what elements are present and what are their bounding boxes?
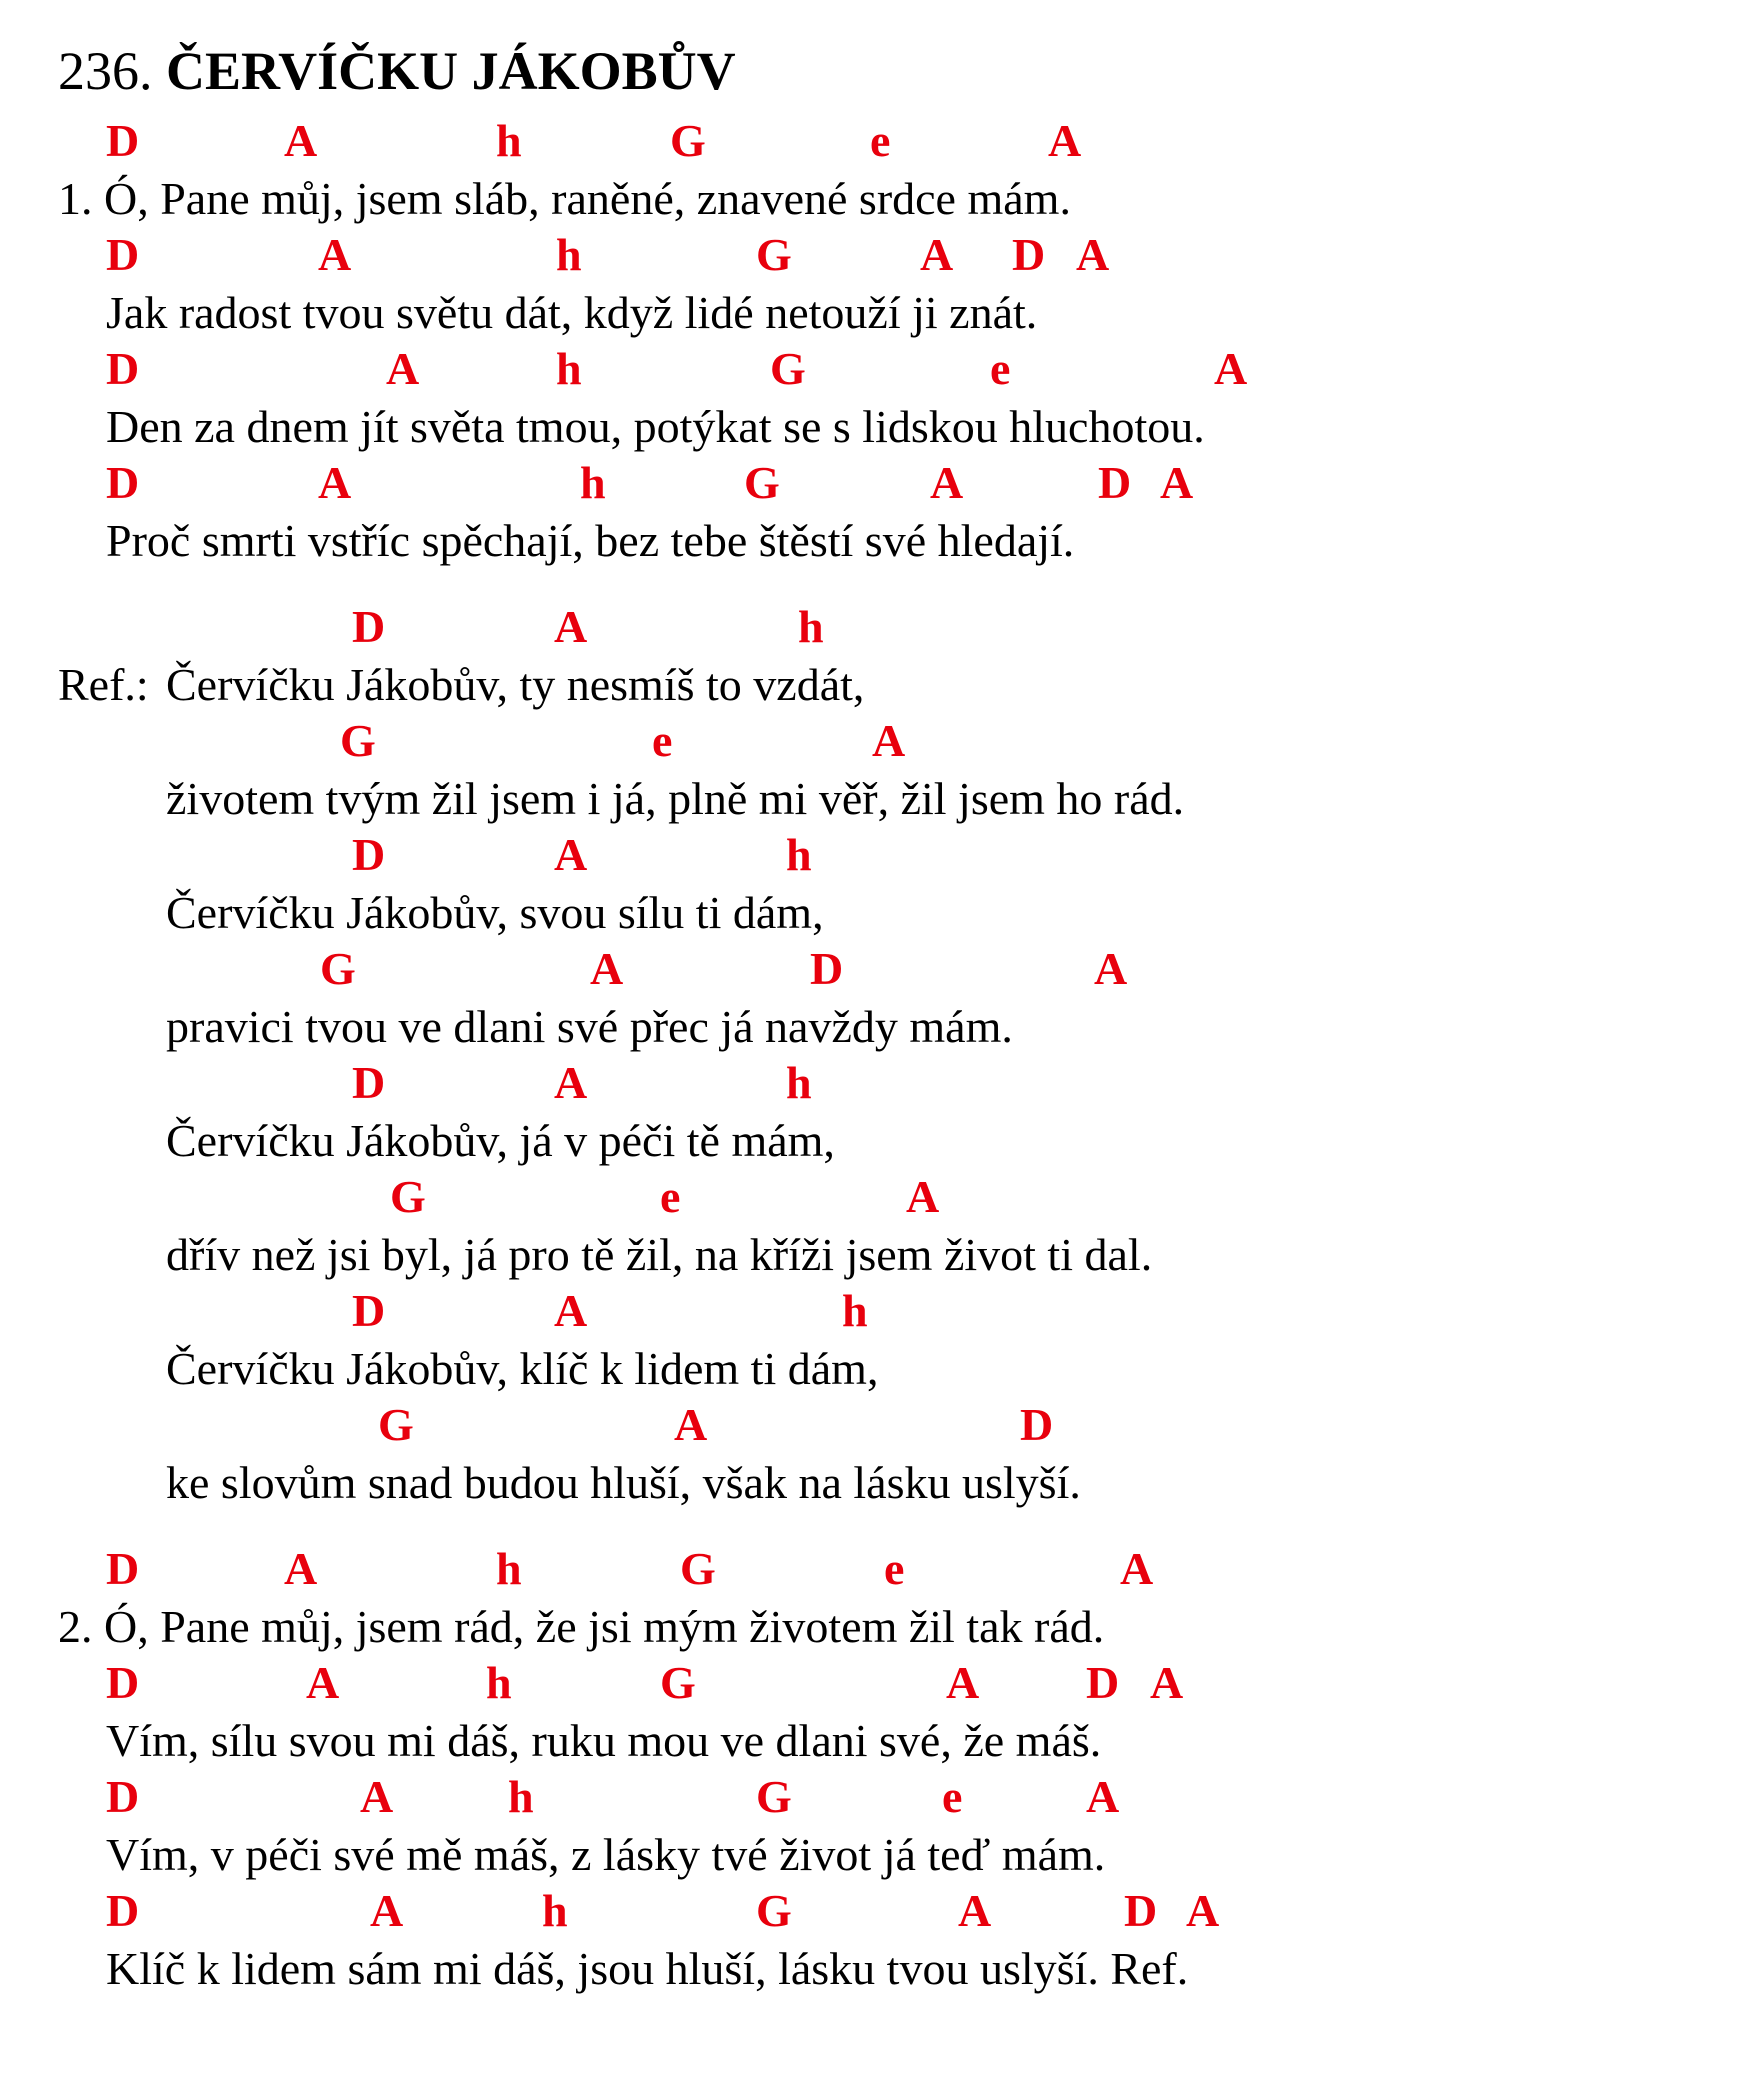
chord: A <box>1186 1885 1220 1936</box>
chord: h <box>496 1543 522 1594</box>
chord: h <box>508 1771 534 1822</box>
lyric-line: pravici tvou ve dlani své přec já navždy mám. <box>166 1001 1013 1052</box>
lyric-line: životem tvým žil jsem i já, plně mi věř, žil jsem ho rád. <box>166 773 1185 824</box>
lyric-line: Vím, sílu svou mi dáš, ruku mou ve dlani své, že máš. <box>106 1715 1102 1766</box>
lyric-line: dřív než jsi byl, já pro tě žil, na kříži jsem život ti dal. <box>166 1229 1153 1280</box>
chord: G <box>756 229 792 280</box>
chord: A <box>946 1657 980 1708</box>
chord: D <box>106 1543 140 1594</box>
chord: A <box>872 715 906 766</box>
chord: A <box>958 1885 992 1936</box>
lyric-line: ke slovům snad budou hluší, však na lásku uslyší. <box>166 1457 1081 1508</box>
chord: A <box>318 457 352 508</box>
chord: A <box>554 1285 588 1336</box>
chord: D <box>1012 229 1046 280</box>
chord: G <box>320 943 356 994</box>
chord: A <box>1086 1771 1120 1822</box>
chord: G <box>770 343 806 394</box>
chord: A <box>930 457 964 508</box>
chord: G <box>378 1399 414 1450</box>
chord: G <box>670 115 706 166</box>
song-title <box>58 40 736 102</box>
chord: A <box>1120 1543 1154 1594</box>
chord: A <box>1094 943 1128 994</box>
chord: D <box>352 601 386 652</box>
chord: A <box>1076 229 1110 280</box>
chord: D <box>810 943 844 994</box>
chord: D <box>106 1885 140 1936</box>
chord: h <box>556 343 582 394</box>
chord: D <box>352 1285 386 1336</box>
chord: D <box>106 1657 140 1708</box>
chord: D <box>1098 457 1132 508</box>
chord: G <box>660 1657 696 1708</box>
chord: G <box>680 1543 716 1594</box>
chord: A <box>906 1171 940 1222</box>
lyric-line: Červíčku Jákobův, svou sílu ti dám, <box>166 887 824 938</box>
chord: A <box>1214 343 1248 394</box>
chord: h <box>842 1285 868 1336</box>
chord: A <box>590 943 624 994</box>
lyric-line: Ó, Pane můj, jsem sláb, raněné, znavené srdce mám. <box>104 173 1071 224</box>
lyric-line: Ó, Pane můj, jsem rád, že jsi mým životem žil tak rád. <box>104 1601 1105 1652</box>
chord: D <box>106 115 140 166</box>
chord: G <box>744 457 780 508</box>
chord: D <box>1086 1657 1120 1708</box>
refrain-label: Ref.: <box>58 659 149 710</box>
chord: D <box>106 229 140 280</box>
chord: e <box>652 715 673 766</box>
chord: h <box>486 1657 512 1708</box>
lyric-line: Červíčku Jákobův, ty nesmíš to vzdát, <box>166 659 865 710</box>
chord: A <box>284 1543 318 1594</box>
chord: A <box>1150 1657 1184 1708</box>
lyric-line: Den za dnem jít světa tmou, potýkat se s lidskou hluchotou. <box>106 401 1205 452</box>
chord: A <box>360 1771 394 1822</box>
chord: e <box>942 1771 963 1822</box>
chord: A <box>318 229 352 280</box>
chord: A <box>1048 115 1082 166</box>
chord: A <box>554 829 588 880</box>
chord: A <box>370 1885 404 1936</box>
chord: e <box>660 1171 681 1222</box>
chord: A <box>1160 457 1194 508</box>
chord: G <box>756 1885 792 1936</box>
chord: e <box>990 343 1011 394</box>
chord: A <box>284 115 318 166</box>
chord: h <box>786 829 812 880</box>
chord: h <box>556 229 582 280</box>
chord: h <box>542 1885 568 1936</box>
chord: D <box>106 457 140 508</box>
chord: A <box>920 229 954 280</box>
lyric-line: Červíčku Jákobův, klíč k lidem ti dám, <box>166 1343 879 1394</box>
chord: h <box>496 115 522 166</box>
chord: A <box>554 1057 588 1108</box>
chord: A <box>386 343 420 394</box>
lyric-line: Jak radost tvou světu dát, když lidé netouží ji znát. <box>106 287 1038 338</box>
chord: D <box>352 1057 386 1108</box>
chord: A <box>554 601 588 652</box>
chord: D <box>1124 1885 1158 1936</box>
verse-number: 2. <box>58 1601 93 1652</box>
chord: h <box>786 1057 812 1108</box>
lyric-line: Proč smrti vstříc spěchají, bez tebe štěstí své hledají. <box>106 515 1075 566</box>
lyric-line: Červíčku Jákobův, já v péči tě mám, <box>166 1115 835 1166</box>
chord: h <box>798 601 824 652</box>
chord: G <box>340 715 376 766</box>
chord: D <box>106 1771 140 1822</box>
chord: e <box>884 1543 905 1594</box>
chord: A <box>674 1399 708 1450</box>
chord: G <box>756 1771 792 1822</box>
chord: A <box>306 1657 340 1708</box>
chord: G <box>390 1171 426 1222</box>
chord: e <box>870 115 891 166</box>
chord: D <box>106 343 140 394</box>
chord: D <box>352 829 386 880</box>
verse-number: 1. <box>58 173 93 224</box>
chord: D <box>1020 1399 1054 1450</box>
song-name: ČERVÍČKU JÁKOBŮV <box>166 41 736 101</box>
chord: h <box>580 457 606 508</box>
lyric-line: Vím, v péči své mě máš, z lásky tvé život já teď mám. <box>106 1829 1106 1880</box>
lyric-line: Klíč k lidem sám mi dáš, jsou hluší, lásku tvou uslyší. Ref. <box>106 1943 1189 1994</box>
song-number: 236. <box>58 41 153 101</box>
